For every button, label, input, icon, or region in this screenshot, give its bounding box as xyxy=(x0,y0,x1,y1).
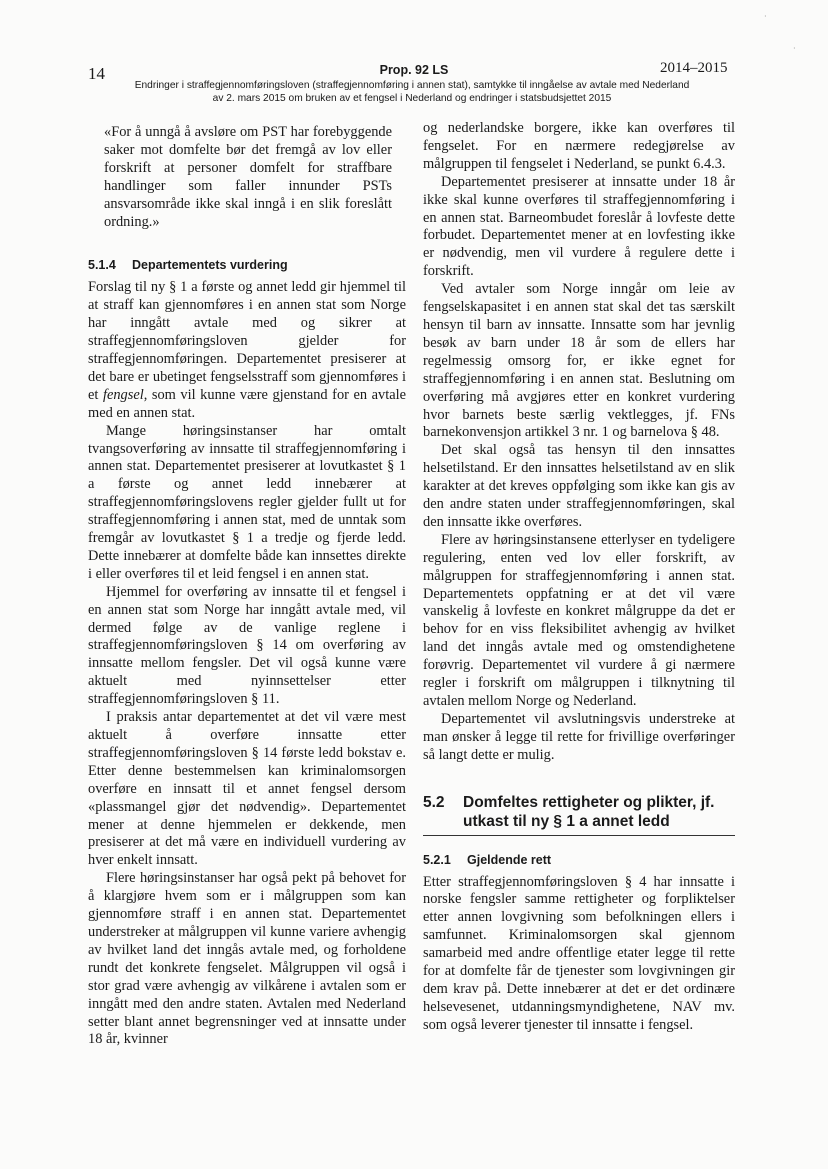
running-header xyxy=(88,79,736,105)
paragraph: og nederlandske borgere, ikke kan overføres til fengselet. For en nærmere redegjørelse av målgruppen til fengselet i Nederland, se punkt 6.4.3. xyxy=(423,120,735,172)
publication-years: 2014–2015 xyxy=(660,60,728,76)
paragraph: Flere av høringsinstansene etterlyser en tydeligere regulering, enten ved lov eller forskrift, av målgruppen for straffegjennomføring i annen stat. Departementets oppfatning er at det vil være vanskelig å lovfeste en konkret målgruppe da det er behov for en viss fleksibilitet avhengig av hvilket land det inngås avtale med og omstendighetene forøvrig. Departementet vil vurdere å gi nærmere regler i forskrift om målgruppen i tilknytning til avtalen mellom Norge og Nederland. xyxy=(423,531,735,709)
paragraph: Ved avtaler som Norge inngår om leie av fengselskapasitet i en annen stat skal det tas særskilt hensyn til barn av innsatte. Innsatte som har jevnlig besøk av barn under 18 år som de ellers har regelmessig omsorg for, er ikke egnet for straffegjennomføring i en annen stat. Beslutning om overføring må avgjøres etter en konkret vurdering hvor barnets beste særlig vektlegges, jf. FNs barnekonvensjon artikkel 3 nr. 1 og barnelova § 48. xyxy=(423,281,735,441)
paragraph: Mange høringsinstanser har omtalt tvangsoverføring av innsatte til straffegjennomføring i annen stat. Departementet presiserer at lovutkastet § 1 a første og annet ledd innebærer at straffegjennomføringslovens regler gjelder fullt ut for straffegjennomføring i annen stat, med de unntak som fremgår av lovutkastet § 1 a tredje og fjerde ledd. Dette innebærer at domfelte både kan innsettes direkte i eller overføres til et leid fengsel i en annen stat. xyxy=(88,422,406,582)
scan-speck: · xyxy=(764,12,767,21)
paragraph: Flere høringsinstanser har også pekt på behovet for å klargjøre hvem som er i målgruppen som kan gjennomføre straff i en annen stat. Departementet understreker at målgruppen vil kunne variere avhengig av hvilket land det inngås avtale med, og forholdene rundt det konkrete fengselet. Målgruppen vil også i stor grad være avhengig av vilkårene i avtalen som er inngått med den andre staten. Avtalen med Nederland setter blant annet begrensninger ved at innsatte under 18 år, kvinner xyxy=(88,870,406,1048)
section-title: Gjeldende rett xyxy=(467,852,552,867)
section-heading-5-1-4 xyxy=(88,257,406,275)
paragraph: Det skal også tas hensyn til den innsattes helsetilstand. Er den innsattes helsetilstand av en slik karakter at det kreves oppfølging som ikke kan gis av den andre staten under straffegjennomføringen, skal den innsatte ikke overføres. xyxy=(423,442,735,530)
section-title: Domfeltes rettigheter og plikter, jf. utkast til ny § 1 a annet ledd xyxy=(463,793,715,830)
paragraph-text: , som vil kunne være gjenstand for en avtale med en annen stat. xyxy=(88,386,406,421)
paragraph xyxy=(88,279,406,422)
paragraph: I praksis antar departementet at det vil være mest aktuelt å overføre innsatte etter straffegjennomføringsloven § 14 første ledd bokstav e. Etter denne bestemmelsen kan kriminalomsorgen overføre en innsatt til et annet fengsel dersom «plassmangel gjør det nødvendig». Departementet mener at denne hjemmelen er dekkende, men presiserer at det må være en individuell vurdering av hver enkelt innsatt. xyxy=(88,709,406,869)
paragraph: Hjemmel for overføring av innsatte til et fengsel i en annen stat som Norge har inngått avtale med, vil dermed følge av de vanlige reglene i straffegjennomføringsloven § 14 om overføring av innsatte mellom fengsler. Det vil også kunne være aktuelt med nyinnsettelser etter straffegjennomføringsloven § 11. xyxy=(88,583,406,708)
scan-speck: · xyxy=(793,44,796,53)
running-header-line-1: Endringer i straffegjennomføringsloven (straffegjennomføring i annen stat), samtykke til inngåelse av avtale med Nederland xyxy=(134,80,690,91)
section-heading-5-2 xyxy=(423,793,735,836)
paragraph: Departementet presiserer at innsatte under 18 år ikke skal kunne overføres til straffegjennomføring i en annen stat. Barneombudet foreslår å lovfeste dette forbudet. Departementet mener at en lovfesting ikke er nødvendig, men vil vurdere å regulere dette i forskrift. xyxy=(423,173,735,280)
pst-quote: «For å unngå å avsløre om PST har forebyggende saker mot domfelte bør det fremgå av lov eller forskrift at personer domfelt for straffbare handlinger som faller innunder PSTs ansvarsområde ikke skal inngå i en slik foreslått ordning.» xyxy=(104,124,392,230)
paragraph: Departementet vil avslutningsvis understreke at man ønsker å legge til rette for frivillige overføringer så langt dette er mulig. xyxy=(423,710,735,763)
publication-title: Prop. 92 LS xyxy=(379,63,449,77)
section-number: 5.1.4 xyxy=(88,258,116,273)
left-column xyxy=(88,124,406,1049)
right-column xyxy=(423,120,735,1035)
section-title: Departementets vurdering xyxy=(132,258,288,273)
section-number: 5.2.1 xyxy=(423,852,451,867)
paragraph-text: Forslag til ny § 1 a første og annet ledd gir hjemmel til at straff kan gjennomføres i en annen stat som Norge har inngått avtale med og sikrer at straffegjennomføringsloven gjelder for straffegjennomføringen. Departementet presiserer at det bare er ubetinget fengselsstraff som gjennomføres i et xyxy=(88,279,406,403)
page-number: 14 xyxy=(88,64,105,83)
running-header-line-2: av 2. mars 2015 om bruken av et fengsel i Nederland og endringer i statsbudsjettet 2015 xyxy=(212,93,612,104)
section-heading-5-2-1 xyxy=(423,852,735,870)
paragraph: Etter straffegjennomføringsloven § 4 har innsatte i norske fengsler samme rettigheter og forpliktelser etter annen lovgivning som befolkningen ellers i samfunnet. Kriminalomsorgen skal gjennom samarbeid med andre offentlige etater legge til rette for at domfelte får de tjenester som lovgivningen gir dem krav på. Dette innebærer at det er det ordinære helsevesenet, utdanningsmyndighetene, NAV mv. som også leverer tjenester til innsatte i fengsel. xyxy=(423,873,735,1033)
section-number: 5.2 xyxy=(423,793,445,811)
emphasis-text: fengsel xyxy=(102,386,144,403)
